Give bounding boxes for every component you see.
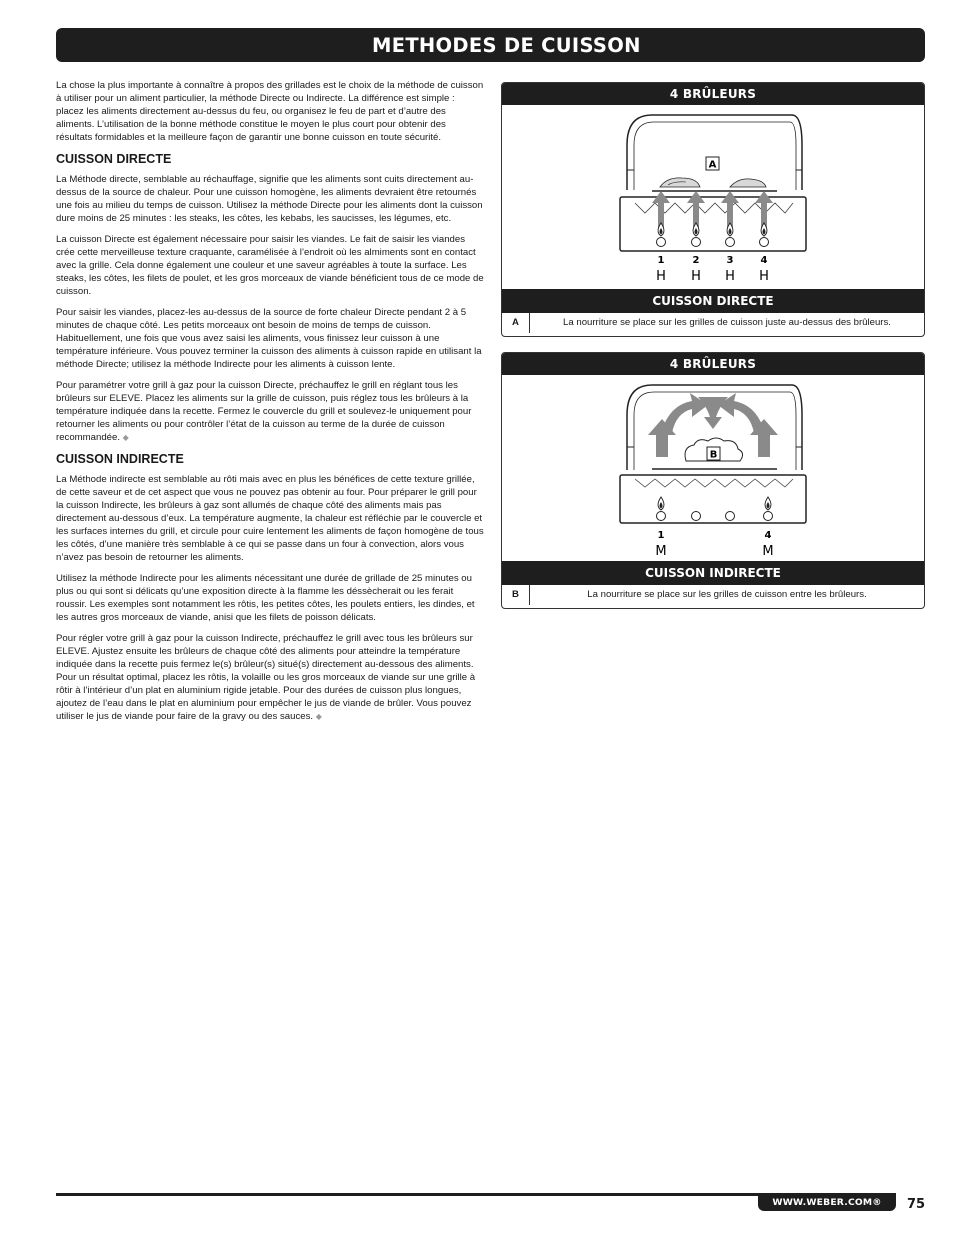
burner-number: 3	[726, 255, 734, 266]
main-text-column	[56, 79, 484, 731]
direct-heading: CUISSON DIRECTE	[56, 152, 172, 166]
indirect-grill-diagram	[502, 375, 924, 561]
burner-number: 4	[760, 255, 768, 266]
callout-b-label: B	[709, 449, 718, 461]
indirect-paragraph-3: Pour régler votre grill à gaz pour la cuisson Indirecte, préchauffez le grill avec tous les brûleurs sur ELEVE. Ajustez ensuite les brûleurs de chaque côté des aliments pour atteindre la température indiquée dans la recette puis fermez le(s) brûleur(s) situé(s) directement au-dessous des aliments. Pour un résultat optimal, placez les rôtis, la volaille ou les gros morceaux de viande sur une grille à rôtir à l’intérieur d’un plat en aluminium rigide jetable. Pour des durées de cuisson plus longues, ajoutez de l’eau dans le plat en aluminium pour empêcher le jus de viande de brûler. Vous pouvez utiliser le jus de viande pour faire de la gravy ou des sauces.	[56, 633, 476, 722]
direct-paragraph-4: Pour paramétrer votre grill à gaz pour la cuisson Directe, préchauffez le grill en réglant tous les brûleurs sur ELEVE. Placez les aliments sur la grille de cuisson, puis réglez tous les brûleurs à la température indiquée dans la recette. Fermez le couvercle du grill et soulevez-le uniquement pour retourner les aliments ou pour contrôler l’état de la cuisson au terme de la durée de cuisson recommandée.	[56, 380, 472, 443]
burner-setting: H	[656, 269, 666, 284]
burner-knob-icon	[692, 512, 701, 521]
direct-grill-diagram	[502, 105, 924, 289]
indirect-panel-header: 4 BRÛLEURS	[502, 353, 924, 375]
direct-paragraph-2: La cuisson Directe est également nécessaire pour saisir les viandes. Le fait de saisir les viandes crée cette merveilleuse texture craquante, caramélisée à l’endroit où les almiments sont en contact avec la grille. Cela donne également une couleur et une saveur agréables à toute la surface. Les steaks, les côtes, les filets de poulet, et les gros morceaux de viande bénéficient tous de ce mode de cuisson.	[56, 234, 484, 297]
page-title-banner	[56, 28, 925, 62]
burner-knob-icon	[692, 238, 701, 247]
indirect-panel-caption: CUISSON INDIRECTE	[502, 561, 924, 585]
legend-text: La nourriture se place sur les grilles de cuisson juste au-dessus des brûleurs.	[563, 317, 891, 328]
intro-paragraph: La chose la plus importante à connaître à propos des grillades est le choix de la méthode de cuisson à utiliser pour un aliment particulier, la méthode Directe ou Indirecte. La différence est simple : placez les aliments directement au-dessus du feu, ou organisez le feu de part et d’autre des aliments. L’utilisation de la bonne méthode constitue le moyen le plus court pour obtenir des résultats formidables et la meilleure façon de garantir une bonne cuisson en toute sécurité.	[56, 80, 484, 143]
direct-paragraph-1: La Méthode directe, semblable au réchauffage, signifie que les aliments sont cuits directement au-dessus de la source de chaleur. Pour une cuisson homogène, les aliments devraient être retournés une fois au milieu du temps de cuisson. Utilisez la méthode Directe pour les aliments dont la cuisson dure moins de 25 minutes : les steaks, les côtes, les kebabs, les saucisses, les légumes, etc.	[56, 174, 483, 224]
burner-setting: M	[655, 544, 667, 559]
footer-url: WWW.WEBER.COM®	[758, 1194, 896, 1211]
legend-key: A	[502, 313, 530, 333]
direct-legend-row	[502, 313, 924, 333]
burner-setting: H	[759, 269, 769, 284]
burner-setting: H	[691, 269, 701, 284]
indirect-cooking-panel	[501, 352, 925, 609]
burner-knob-icon	[726, 238, 735, 247]
burner-number: 4	[764, 530, 772, 541]
burner-knob-icon	[760, 238, 769, 247]
indirect-paragraph-2: Utilisez la méthode Indirecte pour les aliments nécessitant une durée de grillade de 25 minutes ou plus ou qui sont si délicats qu’une exposition directe à la flamme les déssècherait ou les ferait roussir. Les exemples sont notamment les rôtis, les petites côtes, les poulets entiers, les dindes, et les autres gros morceaux de viande, anisi que les filets de poisson délicats.	[56, 573, 475, 623]
burner-number: 2	[692, 255, 700, 266]
direct-panel-header: 4 BRÛLEURS	[502, 83, 924, 105]
page-number: 75	[907, 1197, 926, 1212]
end-diamond-icon: ◆	[122, 433, 129, 442]
burner-number: 1	[657, 530, 665, 541]
page-title: METHODES DE CUISSON	[372, 34, 641, 57]
burner-number: 1	[657, 255, 665, 266]
indirect-legend-row	[502, 585, 924, 605]
burner-knob-icon	[726, 512, 735, 521]
callout-a-label: A	[708, 159, 717, 171]
direct-paragraph-4-wrap	[56, 379, 484, 444]
indirect-paragraph-3-wrap	[56, 632, 484, 723]
grill-lid	[627, 115, 802, 190]
legend-text: La nourriture se place sur les grilles de cuisson entre les brûleurs.	[587, 589, 867, 600]
indirect-paragraph-1: La Méthode indirecte est semblable au rôti mais avec en plus les bénéfices de cette texture grillée, de cette saveur et de cet aspect que vous ne pouvez pas obtenir au four. Pour préparer le grill pour la cuisson Indirecte, les brûleurs à gaz sont allumés de chaque côté des aliments mais pas directement au-dessous d’eux. La température augmente, la chaleur est réfléchie par le couvercle et les surfaces internes du grill, et circule pour cuire lentement les aliments de façon homogène de tous les côtés, d’une manière très semblable à ce qui se passe dans un four à convection, alors vous n’avez pas besoin de retourner les aliments.	[56, 474, 484, 563]
food-icon	[660, 178, 700, 187]
burner-setting: H	[725, 269, 735, 284]
end-diamond-icon: ◆	[315, 712, 322, 721]
food-icon	[730, 179, 766, 187]
grill-body	[620, 475, 806, 523]
burner-knob-icon	[657, 238, 666, 247]
burner-setting: M	[762, 544, 774, 559]
burner-knob-icon	[657, 512, 666, 521]
burner-knob-icon	[764, 512, 773, 521]
direct-cooking-panel	[501, 82, 925, 337]
indirect-heading: CUISSON INDIRECTE	[56, 452, 184, 466]
direct-paragraph-3: Pour saisir les viandes, placez-les au-dessus de la source de forte chaleur Directe pendant 2 à 5 minutes de chaque côté. Les petits morceaux ont besoin de moins de temps de cuisson. Habituellement, une fois que vous avez saisi les aliments, vous finissez leur cuisson à une température inférieure. Vous pouvez terminer la cuisson des aliments à cuisson rapide en utilisant la méthode Directe; utilisez la méthode Indirecte pour les aliments à cuisson lente.	[56, 307, 482, 370]
legend-key: B	[502, 585, 530, 605]
direct-panel-caption: CUISSON DIRECTE	[502, 289, 924, 313]
